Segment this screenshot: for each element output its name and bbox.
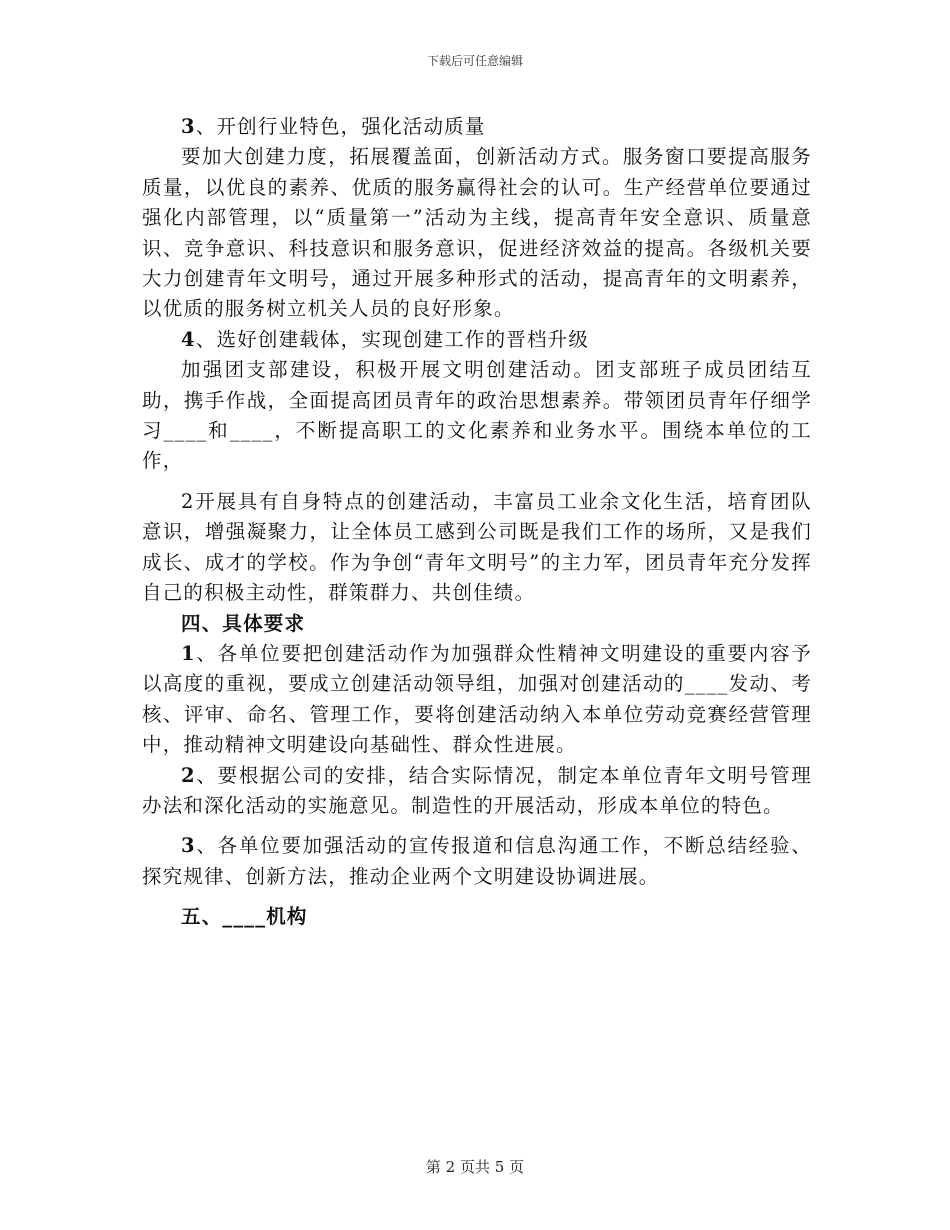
- item-number: 2: [181, 763, 196, 787]
- item-number: 1: [181, 641, 196, 665]
- item-number: 3: [181, 834, 196, 858]
- subheading-number: 4: [181, 327, 196, 351]
- subheading-4: [142, 325, 812, 355]
- paragraph-2: 加强团支部建设，积极开展文明创建活动。团支部班子成员团结互助，携手作战，全面提高团员青年的政治思想素养。带领团员青年仔细学习____和____，不断提高职工的文化素养和业务水平。围绕本单位的工作，: [142, 358, 812, 473]
- subheading-number: 3: [181, 115, 196, 138]
- requirement-3: [142, 831, 812, 892]
- paragraph-1: 要加大创建力度，拓展覆盖面，创新活动方式。服务窗口要提高服务质量，以优良的素养、优质的服务赢得社会的认可。生产经营单位要通过强化内部管理，以“质量第一”活动为主线，提高青年安全意识、质量意识、竞争意识、科技意识和服务意识，促进经济效益的提高。各级机关要大力创建青年文明号，通过开展多种形式的活动，提高青年的文明素养，以优质的服务树立机关人员的良好形象。: [142, 145, 812, 321]
- item-text: 、要根据公司的安排，结合实际情况，制定本单位青年文明号管理办法和深化活动的实施意见。制造性的开展活动，形成本单位的特色。: [142, 763, 812, 817]
- page-header: 下载后可任意编辑: [426, 54, 523, 68]
- item-text: 、各单位要加强活动的宣传报道和信息沟通工作，不断总结经验、探究规律、创新方法，推动企业两个文明建设协调进展。: [142, 834, 812, 888]
- item-text: 、各单位要把创建活动作为加强群众性精神文明建设的重要内容予以高度的重视，要成立创建活动领导组，加强对创建活动的____发动、考核、评审、命名、管理工作，要将创建活动纳入本单位劳动竞赛经营管理中，推动精神文明建设向基础性、群众性进展。: [142, 641, 812, 757]
- subheading-3: [142, 112, 812, 142]
- subheading-text: 、选好创建载体，实现创建工作的晋档升级: [195, 327, 590, 351]
- requirement-1: [142, 639, 812, 761]
- paragraph-3: 2开展具有自身特点的创建活动，丰富员工业余文化生活，培育团队意识，增强凝聚力，让全体员工感到公司既是我们工作的场所，又是我们成长、成才的学校。作为争创“青年文明号”的主力军，团员青年充分发挥自己的积极主动性，群策群力、共创佳绩。: [142, 489, 812, 605]
- page-footer: 第 2 页共 5 页: [425, 1158, 525, 1176]
- section-heading-5: 五、____机构: [181, 905, 308, 929]
- section-heading-4: 四、具体要求: [181, 611, 306, 635]
- requirement-2: [142, 761, 812, 822]
- subheading-text: 、开创行业特色，强化活动质量: [195, 115, 486, 138]
- document-body: [142, 112, 812, 933]
